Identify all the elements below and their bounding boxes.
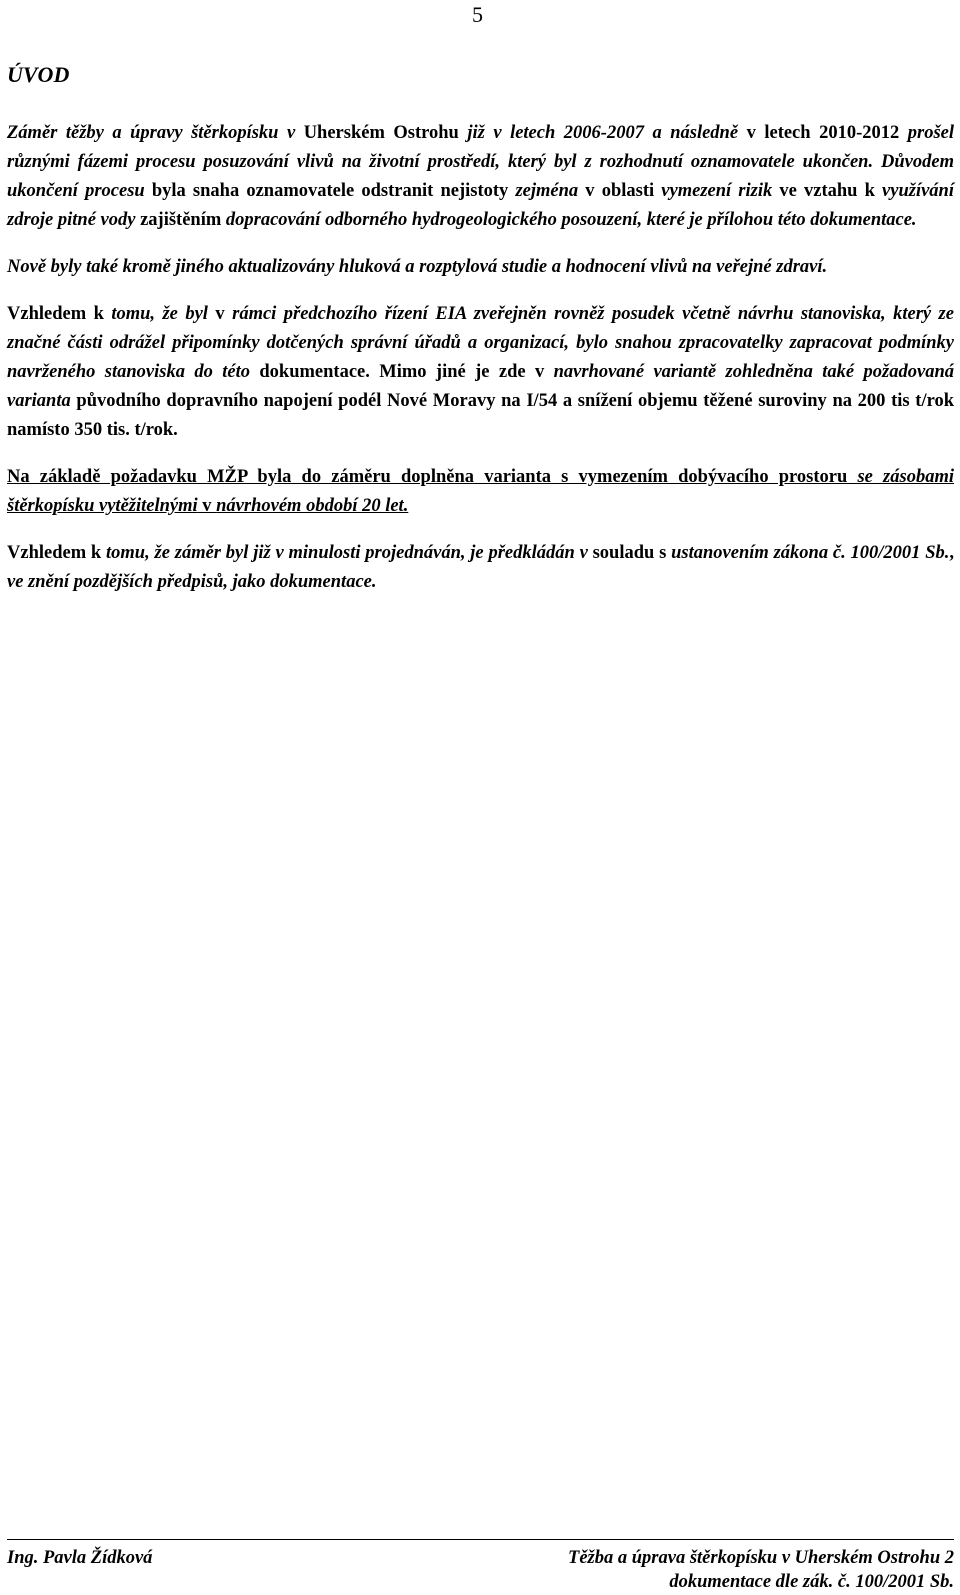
text-run: zajištěním [135,210,226,230]
paragraph-updates: Nově byly také kromě jiného aktualizovány hluková a rozptylová studie a hodnocení vlivů na veřejné zdraví. [7,257,828,277]
text-run: návrhovém období 20 let. [216,496,409,516]
text-run: využívání zdroje pitné vody [7,181,954,230]
paragraph-previous-procedure [7,300,954,445]
text-run: , [949,543,954,563]
text-run: souladu s [592,543,672,563]
text-run: zejména [515,181,579,201]
text-run: původního dopravního napojení podél Nové Moravy na I/54 a snížení objemu těžené suroviny na 200 tis t/rok namísto 350 tis. t/rok. [7,391,955,440]
text-run: tomu, že záměr byl již v [106,543,289,563]
document-body [7,119,954,615]
text-run: se zásobami štěrkopísku vytěžitelnými [7,467,954,516]
footer-divider [7,1539,954,1540]
paragraph-intro [7,119,954,235]
text-run: Na základě požadavku MŽP byla do záměru doplněna varianta s vymezením dobývacího prostoru [7,467,858,487]
footer-title-line: dokumentace dle zák. č. 100/2001 Sb. [669,1572,954,1592]
text-run: rámci předchozího řízení EIA zveřejněn rovněž posudek včetně návrhu stanoviska, který ze značné části odrážel připomínky dotčených správní úřadů a organizací, bylo snahou zpracovatelky zapracovat podmínky navrženého stanoviska do této [7,304,954,382]
text-run: Záměr těžby a úpravy štěrkopísku v [7,123,304,143]
paragraph-legal-basis [7,539,954,597]
text-run: v [197,496,217,516]
text-run: byla snaha oznamovatele odstranit nejistoty [151,181,516,201]
text-run: tomu, že byl [111,304,208,324]
section-heading: ÚVOD [7,62,70,87]
text-run: ve vztahu k [772,181,883,201]
text-run: prošel různými fázemi procesu posuzování vlivů na životní prostředí, který byl z rozhodnutí oznamovatele ukončen. Důvodem ukončení procesu [7,123,954,201]
page-number: 5 [472,2,483,27]
text-run: v [207,304,233,324]
text-run: ustanovením zákona č. 100/2001 Sb. [671,543,950,563]
text-run: Uherském Ostrohu [303,123,459,143]
footer-document-title [568,1546,954,1594]
footer-author: Ing. Pavla Žídková [7,1548,153,1568]
text-run: dokumentace. Mimo jiné je zde v [259,362,554,382]
text-run: již v letech 2006-2007 a následně [458,123,747,143]
text-run: Vzhledem k [7,304,112,324]
text-run: navrhované variantě zohledněna také požadovaná varianta [7,362,954,411]
text-run: v oblasti [578,181,662,201]
text-run: ve znění pozdějších předpisů, jako dokumentace. [7,572,377,592]
text-run: v letech 2010-2012 [746,123,900,143]
text-run: minulosti projednáván, je předkládán v [288,543,593,563]
footer-title-line: Těžba a úprava štěrkopísku v Uherském Ostrohu 2 [568,1548,954,1568]
text-run: Vzhledem k [7,543,107,563]
text-run: vymezení rizik [661,181,773,201]
text-run: dopracování odborného hydrogeologického posouzení, které je přílohou této dokumentace. [225,210,917,230]
paragraph-mzp-requirement [7,463,954,521]
